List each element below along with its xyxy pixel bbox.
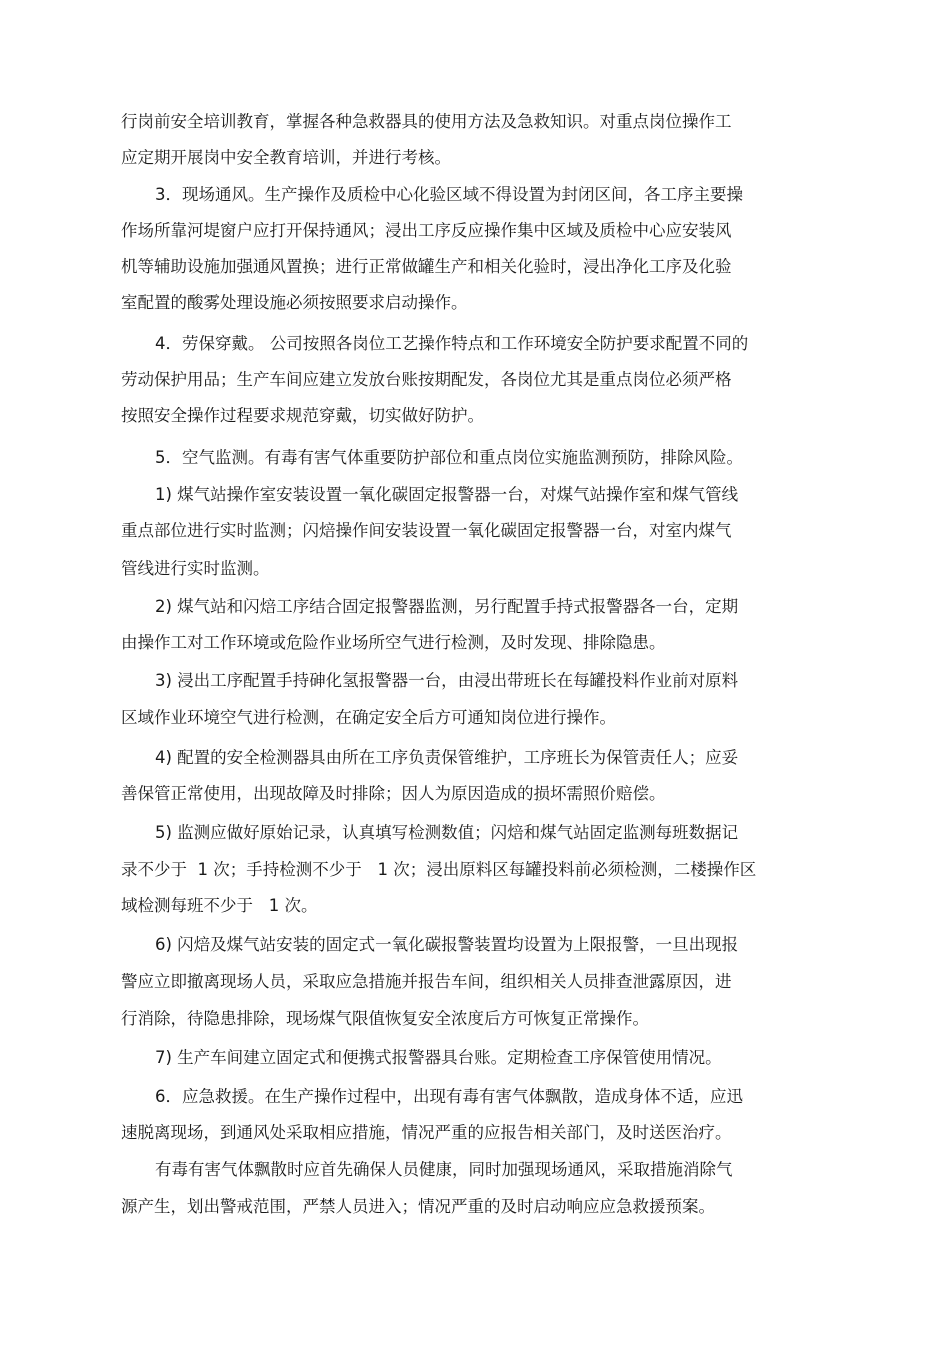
text-line: 域检测每班不少于 1 次。 [121, 896, 318, 915]
text-line: 4．劳保穿戴。 公司按照各岗位工艺操作特点和工作环境安全防护要求配置不同的 [155, 334, 749, 353]
text-line: 由操作工对工作环境或危险作业场所空气进行检测，及时发现、排除隐患。 [121, 633, 666, 652]
text-line: 行消除，待隐患排除，现场煤气限值恢复安全浓度后方可恢复正常操作。 [121, 1009, 649, 1028]
text-line: 机等辅助设施加强通风置换；进行正常做罐生产和相关化验时，浸出净化工序及化验 [121, 257, 732, 276]
text-line: 管线进行实时监测。 [121, 559, 270, 578]
text-line: 有毒有害气体飘散时应首先确保人员健康，同时加强现场通风，采取措施消除气 [155, 1160, 733, 1179]
text-line: 5．空气监测。有毒有害气体重要防护部位和重点岗位实施监测预防，排除风险。 [155, 448, 743, 467]
text-line: 录不少于 1 次；手持检测不少于 1 次；浸出原料区每罐投料前必须检测，二楼操作区 [121, 860, 757, 879]
text-line: 4) 配置的安全检测器具由所在工序负责保管维护，工序班长为保管责任人；应妥 [155, 748, 739, 767]
text-line: 5) 监测应做好原始记录，认真填写检测数值；闪焙和煤气站固定监测每班数据记 [155, 823, 739, 842]
text-line: 作场所靠河堤窗户应打开保持通风；浸出工序反应操作集中区域及质检中心应安装风 [121, 221, 732, 240]
text-line: 应定期开展岗中安全教育培训，并进行考核。 [121, 148, 451, 167]
text-line: 室配置的酸雾处理设施必须按照要求启动操作。 [121, 293, 468, 312]
text-line: 6．应急救援。在生产操作过程中，出现有毒有害气体飘散，造成身体不适，应迅 [155, 1087, 743, 1106]
text-line: 善保管正常使用，出现故障及时排除；因人为原因造成的损坏需照价赔偿。 [121, 784, 666, 803]
text-line: 行岗前安全培训教育，掌握各种急救器具的使用方法及急救知识。对重点岗位操作工 [121, 112, 732, 131]
text-line: 源产生，划出警戒范围，严禁人员进入；情况严重的及时启动响应应急救援预案。 [121, 1197, 715, 1216]
text-line: 2) 煤气站和闪焙工序结合固定报警器监测，另行配置手持式报警器各一台，定期 [155, 597, 739, 616]
text-line: 速脱离现场，到通风处采取相应措施，情况严重的应报告相关部门，及时送医治疗。 [121, 1123, 732, 1142]
text-line: 重点部位进行实时监测；闪焙操作间安装设置一氧化碳固定报警器一台，对室内煤气 [121, 521, 732, 540]
text-line: 按照安全操作过程要求规范穿戴，切实做好防护。 [121, 406, 484, 425]
text-line: 7) 生产车间建立固定式和便携式报警器具台账。定期检查工序保管使用情况。 [155, 1048, 722, 1067]
text-line: 警应立即撤离现场人员，采取应急措施并报告车间，组织相关人员排查泄露原因，进 [121, 972, 732, 991]
text-line: 6) 闪焙及煤气站安装的固定式一氧化碳报警装置均设置为上限报警，一旦出现报 [155, 935, 739, 954]
text-line: 3．现场通风。生产操作及质检中心化验区域不得设置为封闭区间，各工序主要操 [155, 185, 743, 204]
text-line: 3) 浸出工序配置手持砷化氢报警器一台，由浸出带班长在每罐投料作业前对原料 [155, 671, 739, 690]
text-line: 1) 煤气站操作室安装设置一氧化碳固定报警器一台，对煤气站操作室和煤气管线 [155, 485, 739, 504]
text-line: 劳动保护用品；生产车间应建立发放台账按期配发，各岗位尤其是重点岗位必须严格 [121, 370, 732, 389]
text-line: 区域作业环境空气进行检测，在确定安全后方可通知岗位进行操作。 [121, 708, 616, 727]
